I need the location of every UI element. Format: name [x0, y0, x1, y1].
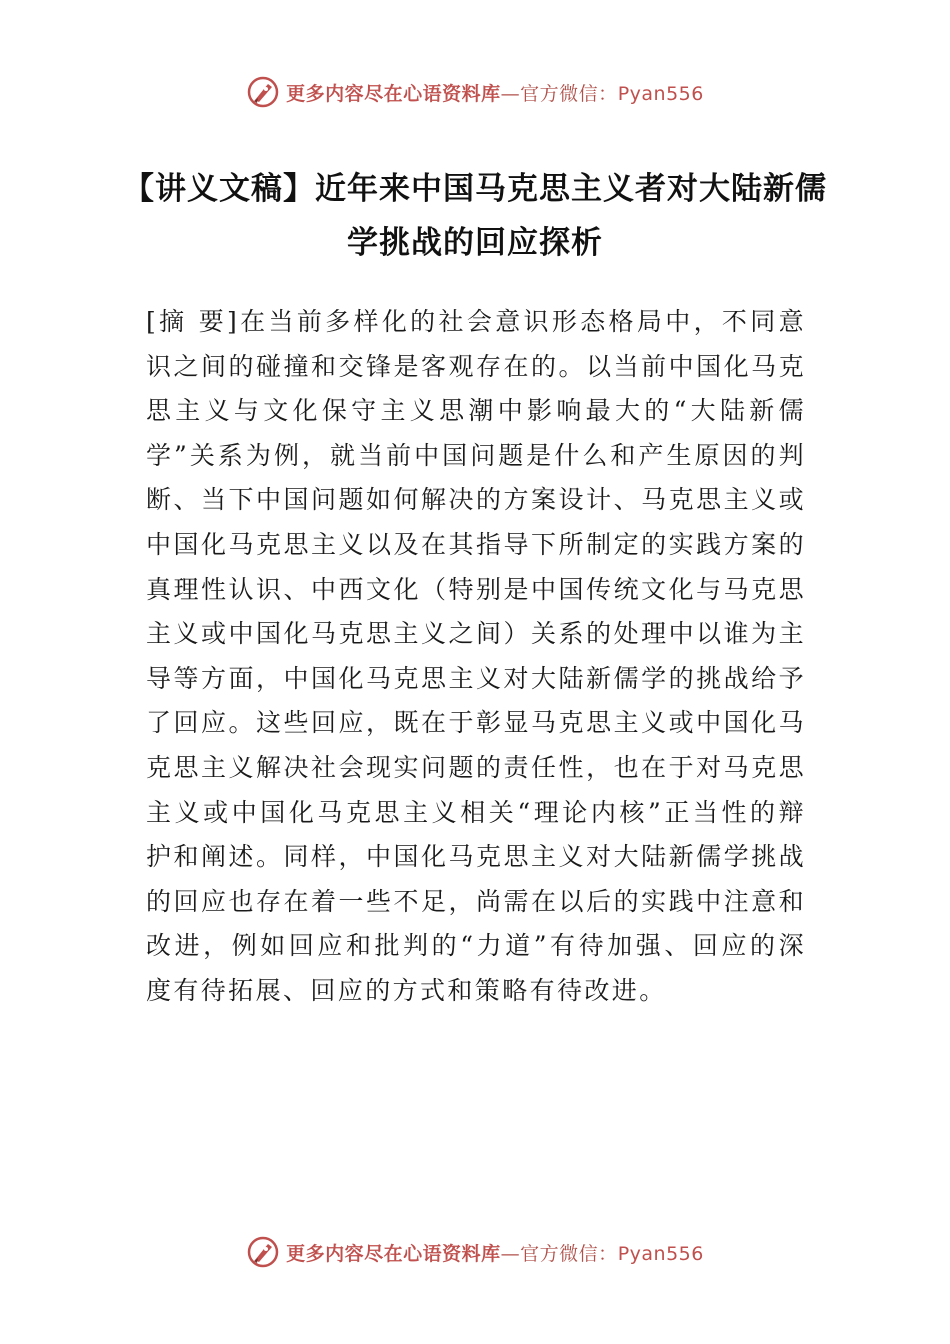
- pen-nib-logo-icon: [246, 75, 280, 109]
- document-title: 【讲义文稿】近年来中国马克思主义者对大陆新儒学挑战的回应探析: [123, 171, 827, 261]
- footer-banner: [0, 1230, 950, 1274]
- banner-wechat-id: Pyan556: [617, 1242, 704, 1265]
- pen-nib-logo-icon: [246, 1235, 280, 1269]
- banner-wechat-id: Pyan556: [617, 82, 704, 105]
- header-banner-text: [286, 79, 704, 106]
- banner-site-name: 更多内容尽在心语资料库: [286, 82, 501, 105]
- footer-banner-text: [286, 1239, 704, 1266]
- banner-wechat-label: —官方微信：: [500, 82, 618, 105]
- abstract-label: [摘 要]: [146, 307, 240, 336]
- abstract-text: 在当前多样化的社会意识形态格局中，不同意识之间的碰撞和交锋是客观存在的。以当前中国化马克思主义与文化保守主义思潮中影响最大的“大陆新儒学”关系为例，就当前中国问题是什么和产生原因的判断、当下中国问题如何解决的方案设计、马克思主义或中国化马克思主义以及在其指导下所制定的实践方案的真理性认识、中西文化（特别是中国传统文化与马克思主义或中国化马克思主义之间）关系的处理中以谁为主导等方面，中国化马克思主义对大陆新儒学的挑战给予了回应。这些回应，既在于彰显马克思主义或中国化马克思主义解决社会现实问题的责任性，也在于对马克思主义或中国化马克思主义相关“理论内核”正当性的辩护和阐述。同样，中国化马克思主义对大陆新儒学挑战的回应也存在着一些不足，尚需在以后的实践中注意和改进，例如回应和批判的“力道”有待加强、回应的深度有待拓展、回应的方式和策略有待改进。: [146, 307, 806, 1005]
- abstract-paragraph: [146, 300, 806, 1014]
- header-banner: [0, 70, 950, 114]
- banner-wechat-label: —官方微信：: [500, 1242, 618, 1265]
- banner-site-name: 更多内容尽在心语资料库: [286, 1242, 501, 1265]
